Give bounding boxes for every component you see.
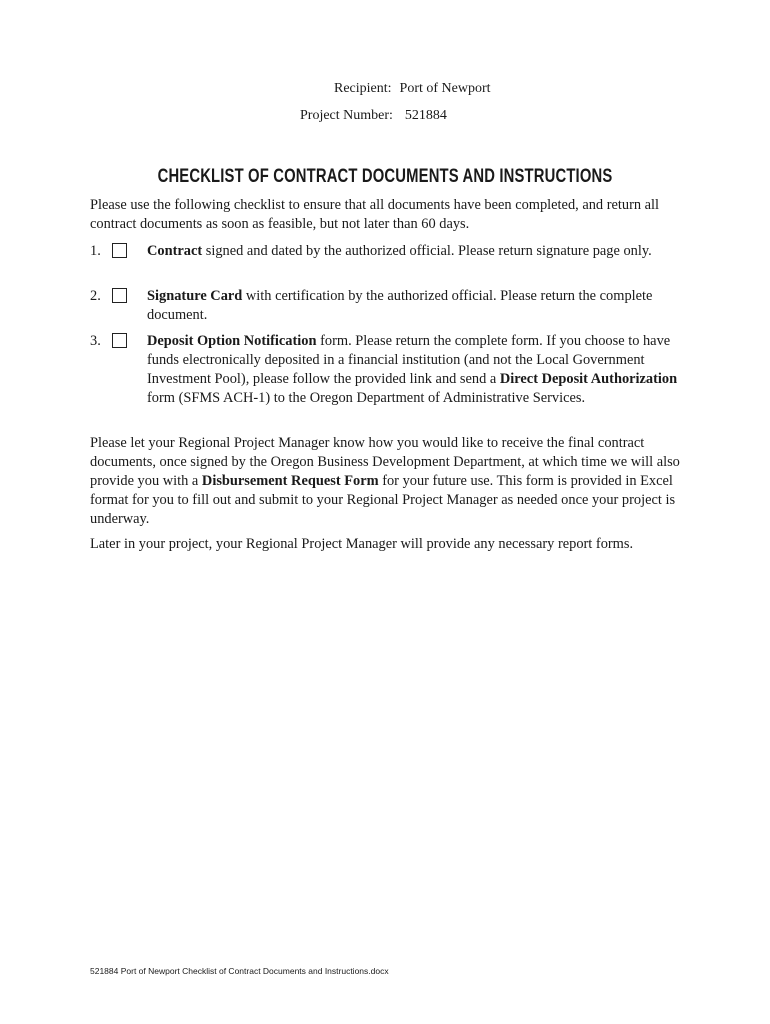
project-number-label: Project Number: — [300, 108, 393, 123]
item-text — [147, 332, 687, 408]
delivery-text-start: Please let your Regional Project Manager know how you would like to receive the final contract documents, once signed by the Oregon Business Development Department, at which time we will also provide you with a — [90, 435, 680, 489]
recipient-value: Port of Newport — [399, 81, 491, 96]
document-footer: 521884 Port of Newport Checklist of Contract Documents and Instructions.docx — [90, 966, 389, 976]
checkbox[interactable] — [112, 288, 127, 303]
checkbox[interactable] — [112, 333, 127, 348]
item-number: 2. — [90, 288, 101, 304]
item-number: 3. — [90, 333, 101, 349]
item-text — [147, 287, 687, 325]
delivery-text-end: for your future use. This form is provided in Excel format for you to fill out and submit to your Regional Project Manager as needed once your project is underway. — [90, 473, 676, 527]
item-bold-link-label: Direct Deposit Authorization — [499, 371, 678, 387]
checkbox[interactable] — [112, 243, 127, 258]
item-description: form. Please return the complete form. If you choose to have funds electronically deposited in a financial institution (and not the Local Government Investment Pool), please follow the provided link and send a — [147, 333, 671, 387]
recipient-line — [334, 80, 491, 98]
disbursement-form-label: Disbursement Request Form — [201, 473, 379, 489]
intro-paragraph: Please use the following checklist to ensure that all documents have been completed, and return all contract documents as soon as feasible, but not later than 60 days. — [90, 197, 660, 232]
project-number-value: 521884 — [404, 108, 447, 123]
document-title: CHECKLIST OF CONTRACT DOCUMENTS AND INSTRUCTIONS — [157, 166, 613, 187]
item-description: signed and dated by the authorized official. Please return signature page only. — [202, 243, 652, 259]
item-text — [147, 242, 687, 261]
item-number: 1. — [90, 243, 101, 259]
project-number-line — [300, 107, 447, 125]
delivery-paragraph — [90, 434, 690, 529]
item-bold-label: Deposit Option Notification — [147, 333, 317, 349]
item-description: with certification by the authorized official. Please return the complete document. — [147, 288, 653, 323]
item-bold-label: Signature Card — [147, 288, 243, 304]
item-bold-label: Contract — [147, 243, 203, 259]
item-description-end: form (SFMS ACH-1) to the Oregon Department of Administrative Services. — [147, 390, 586, 406]
recipient-label: Recipient: — [334, 81, 392, 96]
report-forms-paragraph: Later in your project, your Regional Project Manager will provide any necessary report forms. — [90, 536, 634, 552]
